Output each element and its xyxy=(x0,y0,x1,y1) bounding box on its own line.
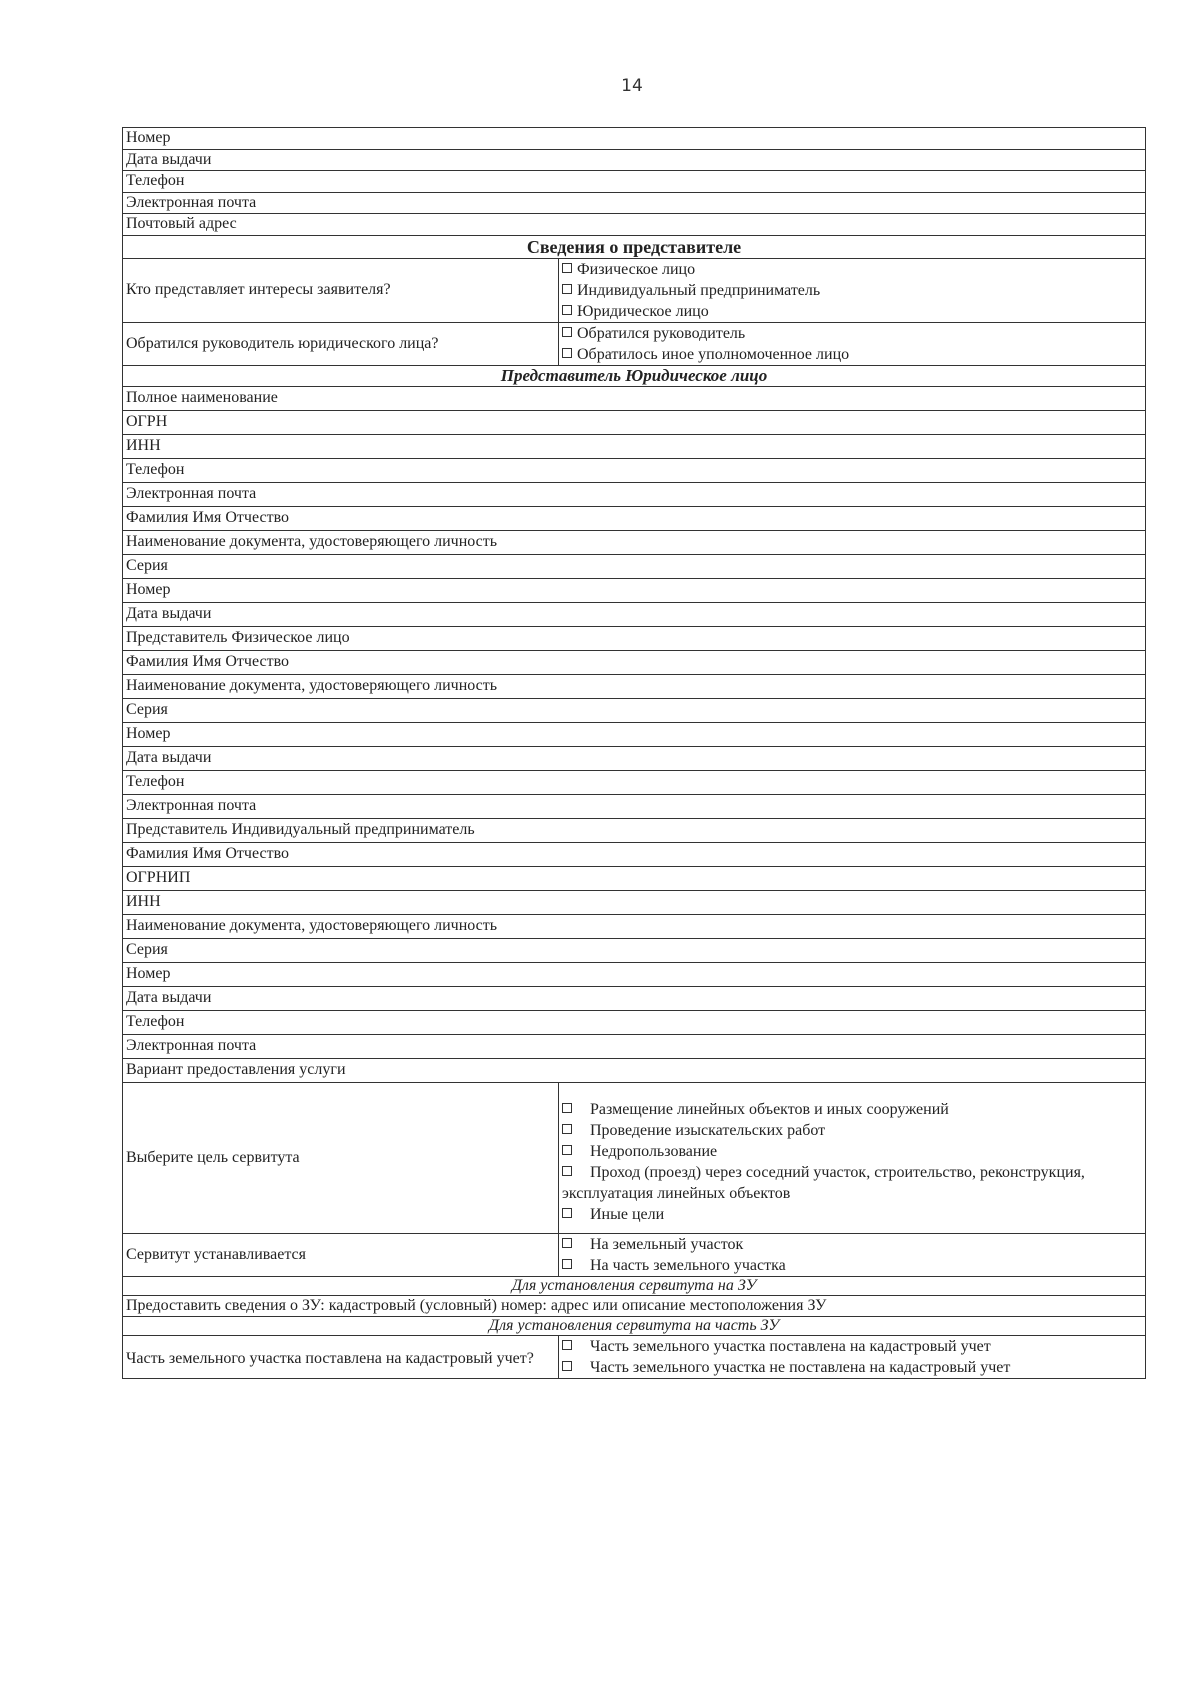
section-header-row xyxy=(123,365,1146,386)
question-label: Обратился руководитель юридического лица? xyxy=(123,322,559,365)
table-row xyxy=(123,626,1146,650)
table-row xyxy=(123,410,1146,434)
question-label: Часть земельного участка поставлена на кадастровый учет? xyxy=(123,1336,559,1379)
field-label[interactable]: Телефон xyxy=(123,770,1146,794)
table-row xyxy=(123,128,1146,150)
checkbox-icon[interactable] xyxy=(562,305,572,315)
option-label: Проход (проезд) через соседний участок, строительство, реконструкция, эксплуатация линейных объектов xyxy=(562,1163,1085,1202)
question-label: Выберите цель сервитута xyxy=(123,1082,559,1233)
field-label[interactable]: Фамилия Имя Отчество xyxy=(123,506,1146,530)
field-label[interactable]: Представитель Физическое лицо xyxy=(123,626,1146,650)
option-label: Физическое лицо xyxy=(577,260,696,278)
field-label[interactable]: Наименование документа, удостоверяющего личность xyxy=(123,914,1146,938)
field-label[interactable]: ОГРНИП xyxy=(123,866,1146,890)
table-row xyxy=(123,1082,1146,1233)
table-row xyxy=(123,214,1146,236)
option-label: На земельный участок xyxy=(590,1235,744,1253)
table-row xyxy=(123,578,1146,602)
table-row xyxy=(123,650,1146,674)
option-purpose[interactable] xyxy=(562,1099,1142,1120)
field-label[interactable]: Серия xyxy=(123,554,1146,578)
table-row xyxy=(123,722,1146,746)
table-row xyxy=(123,770,1146,794)
checkbox-icon[interactable] xyxy=(562,263,572,273)
table-row xyxy=(123,171,1146,193)
table-row xyxy=(123,986,1146,1010)
field-label[interactable]: ИНН xyxy=(123,434,1146,458)
option-purpose[interactable] xyxy=(562,1162,1142,1204)
table-row xyxy=(123,962,1146,986)
table-row xyxy=(123,818,1146,842)
application-form-table xyxy=(122,127,1146,1379)
table-row xyxy=(123,794,1146,818)
option-authorized-person[interactable] xyxy=(562,344,1142,365)
option-individual[interactable] xyxy=(562,259,1142,280)
table-row xyxy=(123,322,1146,365)
option-label: Обратилось иное уполномоченное лицо xyxy=(577,345,850,363)
field-label[interactable]: Серия xyxy=(123,938,1146,962)
option-purpose[interactable] xyxy=(562,1204,1142,1225)
field-label[interactable]: Телефон xyxy=(123,458,1146,482)
field-label[interactable]: Предоставить сведения о ЗУ: кадастровый (условный) номер: адрес или описание местоположения ЗУ xyxy=(123,1295,1146,1317)
table-row xyxy=(123,530,1146,554)
option-part-plot[interactable] xyxy=(562,1255,1142,1276)
table-row xyxy=(123,554,1146,578)
table-row xyxy=(123,746,1146,770)
field-label[interactable]: Фамилия Имя Отчество xyxy=(123,650,1146,674)
question-label: Кто представляет интересы заявителя? xyxy=(123,258,559,322)
field-label[interactable]: Электронная почта xyxy=(123,482,1146,506)
section-header-row xyxy=(123,235,1146,258)
options-cell xyxy=(559,1233,1146,1276)
option-label: Иные цели xyxy=(590,1205,665,1223)
options-cell xyxy=(559,1336,1146,1379)
options-cell xyxy=(559,1082,1146,1233)
section-header-row xyxy=(123,1276,1146,1295)
option-purpose[interactable] xyxy=(562,1120,1142,1141)
option-label: Обратился руководитель xyxy=(577,324,746,342)
field-label[interactable]: Номер xyxy=(123,128,1146,150)
field-label[interactable]: Электронная почта xyxy=(123,794,1146,818)
field-label[interactable]: Вариант предоставления услуги xyxy=(123,1058,1146,1082)
table-row xyxy=(123,482,1146,506)
option-label: Юридическое лицо xyxy=(577,302,709,320)
checkbox-icon[interactable] xyxy=(562,1361,572,1371)
table-row xyxy=(123,506,1146,530)
field-label[interactable]: Дата выдачи xyxy=(123,149,1146,171)
checkbox-icon[interactable] xyxy=(562,1259,572,1269)
field-label[interactable]: ОГРН xyxy=(123,410,1146,434)
checkbox-icon[interactable] xyxy=(562,1103,572,1113)
field-label[interactable]: Дата выдачи xyxy=(123,602,1146,626)
field-label[interactable]: Фамилия Имя Отчество xyxy=(123,842,1146,866)
question-label: Сервитут устанавливается xyxy=(123,1233,559,1276)
option-whole-plot[interactable] xyxy=(562,1234,1142,1255)
field-label[interactable]: Дата выдачи xyxy=(123,746,1146,770)
field-label[interactable]: Дата выдачи xyxy=(123,986,1146,1010)
option-label: Индивидуальный предприниматель xyxy=(577,281,821,299)
page-number: 14 xyxy=(621,76,643,96)
table-row xyxy=(123,1295,1146,1317)
checkbox-icon[interactable] xyxy=(562,284,572,294)
field-label[interactable]: Номер xyxy=(123,578,1146,602)
checkbox-icon[interactable] xyxy=(562,1124,572,1134)
option-legal-entity[interactable] xyxy=(562,301,1142,322)
field-label[interactable]: Телефон xyxy=(123,1010,1146,1034)
checkbox-icon[interactable] xyxy=(562,1166,572,1176)
table-row xyxy=(123,192,1146,214)
section-title: Для установления сервитута на часть ЗУ xyxy=(123,1317,1146,1336)
checkbox-icon[interactable] xyxy=(562,1340,572,1350)
option-label: Размещение линейных объектов и иных сооружений xyxy=(590,1100,949,1118)
table-row xyxy=(123,842,1146,866)
field-label[interactable]: ИНН xyxy=(123,890,1146,914)
option-label: Недропользование xyxy=(590,1142,718,1160)
option-purpose[interactable] xyxy=(562,1141,1142,1162)
options-cell xyxy=(559,258,1146,322)
option-not-registered[interactable] xyxy=(562,1357,1142,1378)
section-title: Сведения о представителе xyxy=(123,235,1146,258)
table-row xyxy=(123,674,1146,698)
table-row xyxy=(123,914,1146,938)
checkbox-icon[interactable] xyxy=(562,1238,572,1248)
table-row xyxy=(123,1336,1146,1379)
option-label: Проведение изыскательских работ xyxy=(590,1121,826,1139)
table-row xyxy=(123,434,1146,458)
field-label[interactable]: Электронная почта xyxy=(123,1034,1146,1058)
option-label: На часть земельного участка xyxy=(590,1256,786,1274)
field-label[interactable]: Электронная почта xyxy=(123,192,1146,214)
table-row xyxy=(123,1010,1146,1034)
option-registered[interactable] xyxy=(562,1336,1142,1357)
table-row xyxy=(123,1034,1146,1058)
option-label: Часть земельного участка не поставлена на кадастровый учет xyxy=(590,1359,1011,1376)
table-row xyxy=(123,698,1146,722)
field-label[interactable]: Телефон xyxy=(123,171,1146,193)
option-label: Часть земельного участка поставлена на кадастровый учет xyxy=(590,1338,991,1355)
table-row xyxy=(123,866,1146,890)
section-header-row xyxy=(123,1317,1146,1336)
table-row xyxy=(123,1058,1146,1082)
field-label[interactable]: Представитель Индивидуальный предприниматель xyxy=(123,818,1146,842)
table-row xyxy=(123,602,1146,626)
checkbox-icon[interactable] xyxy=(562,348,572,358)
field-label[interactable]: Серия xyxy=(123,698,1146,722)
section-title: Представитель Юридическое лицо xyxy=(123,365,1146,386)
table-row xyxy=(123,458,1146,482)
field-label[interactable]: Наименование документа, удостоверяющего личность xyxy=(123,530,1146,554)
field-label[interactable]: Номер xyxy=(123,962,1146,986)
field-label[interactable]: Номер xyxy=(123,722,1146,746)
checkbox-icon[interactable] xyxy=(562,1208,572,1218)
field-label[interactable]: Полное наименование xyxy=(123,386,1146,410)
field-label[interactable]: Почтовый адрес xyxy=(123,214,1146,236)
checkbox-icon[interactable] xyxy=(562,327,572,337)
option-head[interactable] xyxy=(562,323,1142,344)
table-row xyxy=(123,258,1146,322)
option-entrepreneur[interactable] xyxy=(562,280,1142,301)
options-cell xyxy=(559,322,1146,365)
table-row xyxy=(123,938,1146,962)
field-label[interactable]: Наименование документа, удостоверяющего личность xyxy=(123,674,1146,698)
legal-rows xyxy=(123,386,1146,1082)
table-row xyxy=(123,386,1146,410)
section-title: Для установления сервитута на ЗУ xyxy=(123,1276,1146,1295)
table-row xyxy=(123,149,1146,171)
table-row xyxy=(123,1233,1146,1276)
checkbox-icon[interactable] xyxy=(562,1145,572,1155)
table-row xyxy=(123,890,1146,914)
